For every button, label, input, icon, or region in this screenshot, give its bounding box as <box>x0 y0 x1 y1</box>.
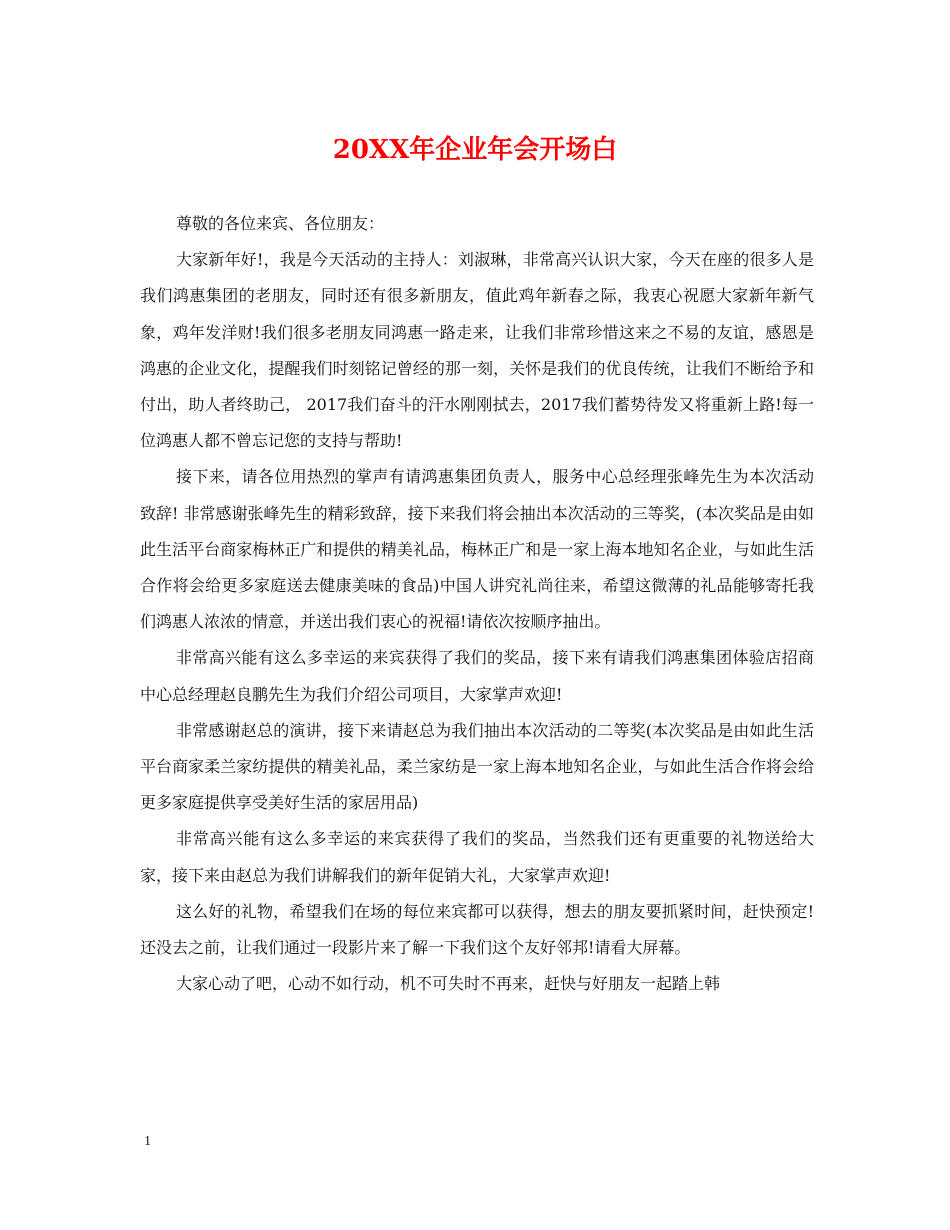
document-body <box>140 206 814 1002</box>
paragraph-project-intro: 非常高兴能有这么多幸运的来宾获得了我们的奖品，接下来有请我们鸿惠集团体验店招商中心总经理赵良鹏先生为我们介绍公司项目，大家掌声欢迎! <box>140 648 814 704</box>
paragraph-promotion: 非常高兴能有这么多幸运的来宾获得了我们的奖品，当然我们还有更重要的礼物送给大家，接下来由赵总为我们讲解我们的新年促销大礼，大家掌声欢迎! <box>140 829 814 885</box>
paragraph-video: 这么好的礼物，希望我们在场的每位来宾都可以获得，想去的朋友要抓紧时间，赶快预定! 还没去之前，让我们通过一段影片来了解一下我们这个友好邻邦!请看大屏幕。 <box>140 901 814 958</box>
paragraph-opening: 大家新年好!，我是今天活动的主持人：刘淑琳，非常高兴认识大家，今天在座的很多人是我们鸿惠集团的老朋友，同时还有很多新朋友，值此鸡年新春之际，我衷心祝愿大家新年新气象，鸡年发洋财!我们很多老朋友同鸿惠一路走来，让我们非常珍惜这来之不易的友谊，感恩是鸿惠的企业文化，提醒我们时刻铭记曾经的那一刻，关怀是我们的优良传统，让我们不断给予和付出，助人者终助己， 2017我们奋斗的汗水刚刚拭去，2017我们蓄势待发又将重新上路!每一位鸿惠人都不曾忘记您的支持与帮助! <box>140 250 814 451</box>
document-title: 20XX年企业年会开场白 <box>332 135 618 165</box>
paragraph-second-prize: 非常感谢赵总的演讲，接下来请赵总为我们抽出本次活动的二等奖(本次奖品是由如此生活平台商家柔兰家纺提供的精美礼品，柔兰家纺是一家上海本地知名企业，与如此生活合作将会给更多家庭提供享受美好生活的家居用品) <box>140 720 814 813</box>
paragraph-closing: 大家心动了吧，心动不如行动，机不可失时不再来，赶快与好朋友一起踏上韩 <box>176 974 721 994</box>
page-number: 1 <box>144 1134 151 1149</box>
paragraph-greeting: 尊敬的各位来宾、各位朋友： <box>176 214 385 233</box>
paragraph-third-prize: 接下来，请各位用热烈的掌声有请鸿惠集团负责人，服务中心总经理张峰先生为本次活动致辞! 非常感谢张峰先生的精彩致辞，接下来我们将会抽出本次活动的三等奖，(本次奖品是由如此生活平台商家梅林正广和提供的精美礼品，梅林正广和是一家上海本地知名企业，与如此生活合作将会给更多家庭送去健康美味的食品)中国人讲究礼尚往来，希望这微薄的礼品能够寄托我们鸿惠人浓浓的情意，并送出我们衷心的祝福!请依次按顺序抽出。 <box>140 467 814 632</box>
